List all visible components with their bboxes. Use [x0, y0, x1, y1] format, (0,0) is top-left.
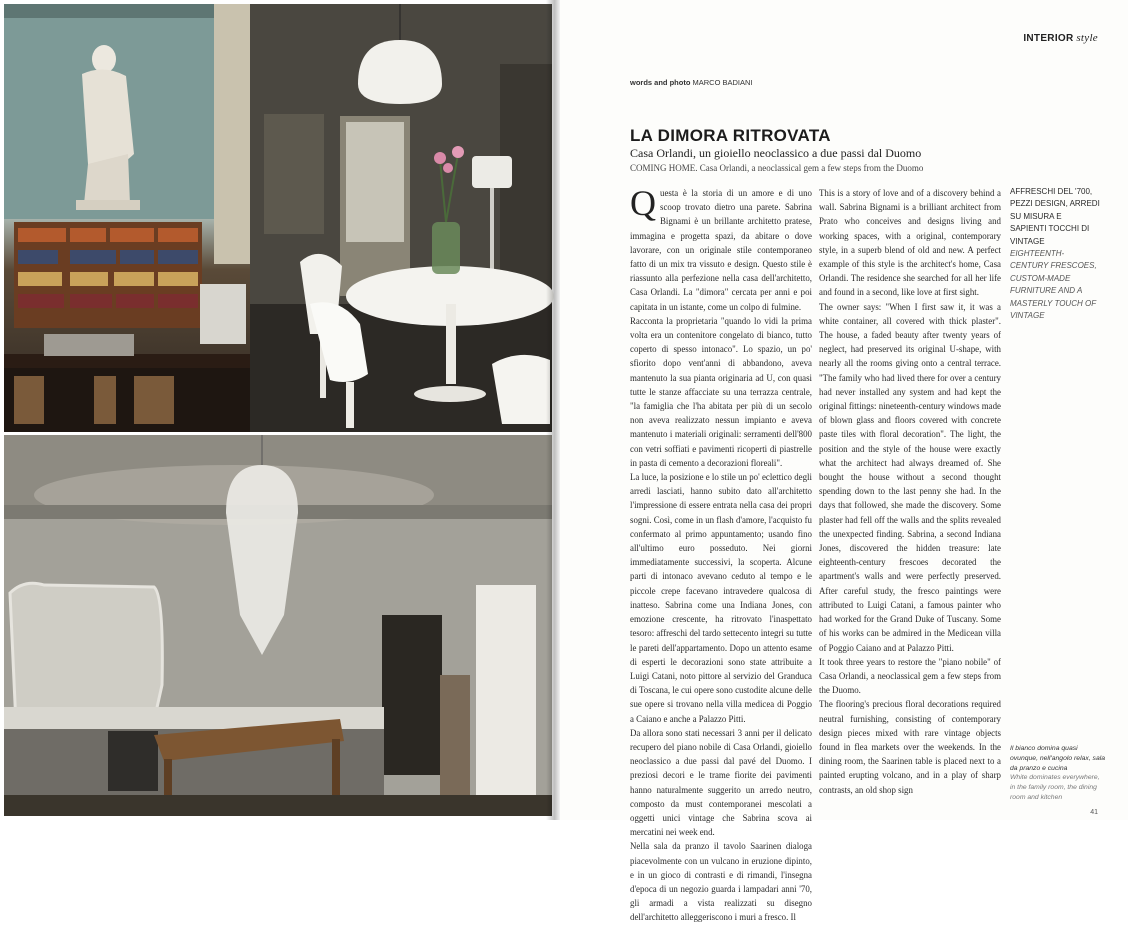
credits [630, 78, 753, 87]
credits-label: words and photo [630, 78, 691, 87]
photo-caption [1010, 744, 1106, 803]
article-title: LA DIMORA RITROVATA [630, 126, 831, 145]
english-paragraph: This is a story of love and of a discovery behind a wall. Sabrina Bignami is a brilliant architect from Prato who conceives and designs living and working spaces, with a original, contemporary style, in a superb blend of old and new. A perfect example of this style is the architect's home, Casa Orlandi. The residence she searched for all her life and found in a second, like love at first sight. [819, 188, 1001, 298]
italian-paragraph: Da allora sono stati necessari 3 anni per il delicato recupero del piano nobile di Casa Orlandi, gioiello neoclassico a due passi dal pavé del Duomo. I preziosi decori e le trame fiorite dei pavimenti hanno naturalmente suggerito un arredo neutro, composto da must contemporanei mescolati a oggetti unici vintage che Sabrina scova ai mercatini nei week end. [630, 727, 812, 838]
photo-page [0, 0, 556, 820]
italian-paragraph: La luce, la posizione e lo stile un po' eclettico degli arredi lasciati, hanno subito dato all'architetto l'impressione di essere entrata nella casa dei propri sogni. Così, come in un flash d'amore, l'acquisto fu confermato al primo appuntamento; usando fino all'ultimo euro posseduto. Nei giorni immediatamente successivi, la scoperta. Alcune parti di intonaco avevano ceduto al tempo e le piccole crepe facevano intravedere qualcosa di inatteso. Sabrina come una Indiana Jones, con emozione crescente, ha ritrovato l'inaspettato tesoro: affreschi del tardo settecento integri su tutte le pareti dell'appartamento. Dopo un attento esame di esperti le decorazioni sono state attribuite a Luigi Catani, noto pittore al servizio del Granduca di Toscana, le cui opere sono custodite alcune delle sue opere si trovano nella villa medicea di Poggio a Caiano e anche a Palazzo Pitti. [630, 472, 812, 724]
caption-english: White dominates everywhere, in the family room, the dining room and kitchen [1010, 774, 1100, 801]
article-page [560, 0, 1128, 923]
italian-paragraph: Questa è la storia di un amore e di uno scoop trovato dietro una parete. Sabrina Bignami è un brillante architetto pratese, immagina e progetta spazi, da abitare o dove lavorare, con un originale stile contemporaneo fatto di un mix tra vissuto e design. Questo stile è riassunto alla perfezione nella casa dell'architetto, Casa Orlandi. La "dimora" cercata per anni e poi capitata in un istante, come un colpo di fulmine. [630, 183, 812, 312]
section-label: INTERIOR [1023, 33, 1074, 44]
section-header [1023, 32, 1098, 44]
caption-italian: Il bianco domina quasi ovunque, nell'angolo relax, sala da pranzo e cucina [1010, 745, 1106, 772]
pull-quote [1010, 186, 1100, 322]
italian-paragraph: Racconta la proprietaria "quando lo vidi la prima volta era un contenitore congelato di bianco, tutto coperto di spesso intonaco". Lo spazio, un po' sfiorito dopo vent'anni di abbandono, aveva mantenuto la sua pianta originaria ad U, con quasi tutte le stanze affacciate su una terrazza centrale, "la famiglia che l'ha abitata per più di un secolo non aveva realizzato nessun impianto e aveva mantenuto i materiali originali: serramenti dell'800 con vetri soffiati e pavimenti ricoperti di piastrelle in pasta di cemento a decorazioni floreali". [630, 315, 812, 468]
section-sublabel: style [1076, 32, 1098, 44]
page-gutter-shadow [546, 0, 560, 820]
italian-column [630, 183, 812, 925]
dining-room-illustration [250, 4, 552, 432]
kitchen-illustration [4, 435, 552, 816]
credits-author: MARCO BADIANI [692, 78, 753, 87]
article-subtitle: Casa Orlandi, un gioiello neoclassico a due passi dal Duomo [630, 146, 922, 160]
english-column [819, 186, 1001, 797]
italian-paragraph: Nella sala da pranzo il tavolo Saarinen dialoga piacevolmente con un vulcano in eruzione dipinto, e in un gioco di contrasti e di rimandi, l'insegna d'epoca di un negozio guarda i lampadari anni '70, gli armadi a vista realizzati su disegno dell'architetto alleggeriscono i muri a fresco. Il [630, 841, 812, 923]
pull-quote-italian: AFFRESCHI DEL '700, PEZZI DESIGN, ARREDI SU MISURA E SAPIENTI TOCCHI DI VINTAGE [1010, 187, 1100, 246]
article-english-subtitle: COMING HOME. Casa Orlandi, a neoclassical gem a few steps from the Duomo [630, 163, 924, 173]
living-room-illustration [4, 4, 250, 432]
english-paragraph: The flooring's precious floral decorations required neutral furnishing, consisting of contemporary design pieces mixed with rare vintage objects found in flea markets over the weekends. In the dining room, the Saarinen table is placed next to a painted erupting volcano, and in a play of sharp contrasts, an old shop sign [819, 699, 1001, 795]
dropcap: Q [630, 183, 656, 223]
english-paragraph: It took three years to restore the "piano nobile" of Casa Orlandi, a neoclassical gem a few steps from the Duomo. [819, 656, 1001, 696]
pull-quote-english: EIGHTEENTH-CENTURY FRESCOES, CUSTOM-MADE FURNITURE AND A MASTERLY TOUCH OF VINTAGE [1010, 249, 1097, 321]
kitchen-photo [4, 435, 552, 816]
living-room-photo [4, 4, 250, 432]
dining-room-photo [250, 4, 552, 432]
page-number: 41 [1090, 809, 1098, 816]
english-paragraph: The owner says: "When I first saw it, it was a white container, all covered with thick plaster". The house, a faded beauty after twenty years of neglect, had preserved its original U-shape, with nearly all the rooms giving onto a central terrace. "The family who had lived there for over a century had never installed any system and had kept the original fittings: nineteenth-century windows made of blown glass and floors covered with concrete paste tiles with floral decoration". The light, the position and the style of the house were exactly what the architect had always dreamed of. She bought the house without a second thought spending down to the last penny she had. In the days that followed, she made the discovery. Some plaster had fell off the walls and the splits revealed the unexpected finding. Sabrina, a second Indiana Jones, discovered the hidden treasure: late eighteenth-century frescoes decorated the apartment's walls and were perfectly preserved. After careful study, the fresco paintings were attributed to Luigi Catani, a famous painter who had worked for the Grand Duke of Tuscany. Some of his works can be admired in the Medicean villa of Poggio Caiano and at Palazzo Pitti. [819, 301, 1001, 653]
